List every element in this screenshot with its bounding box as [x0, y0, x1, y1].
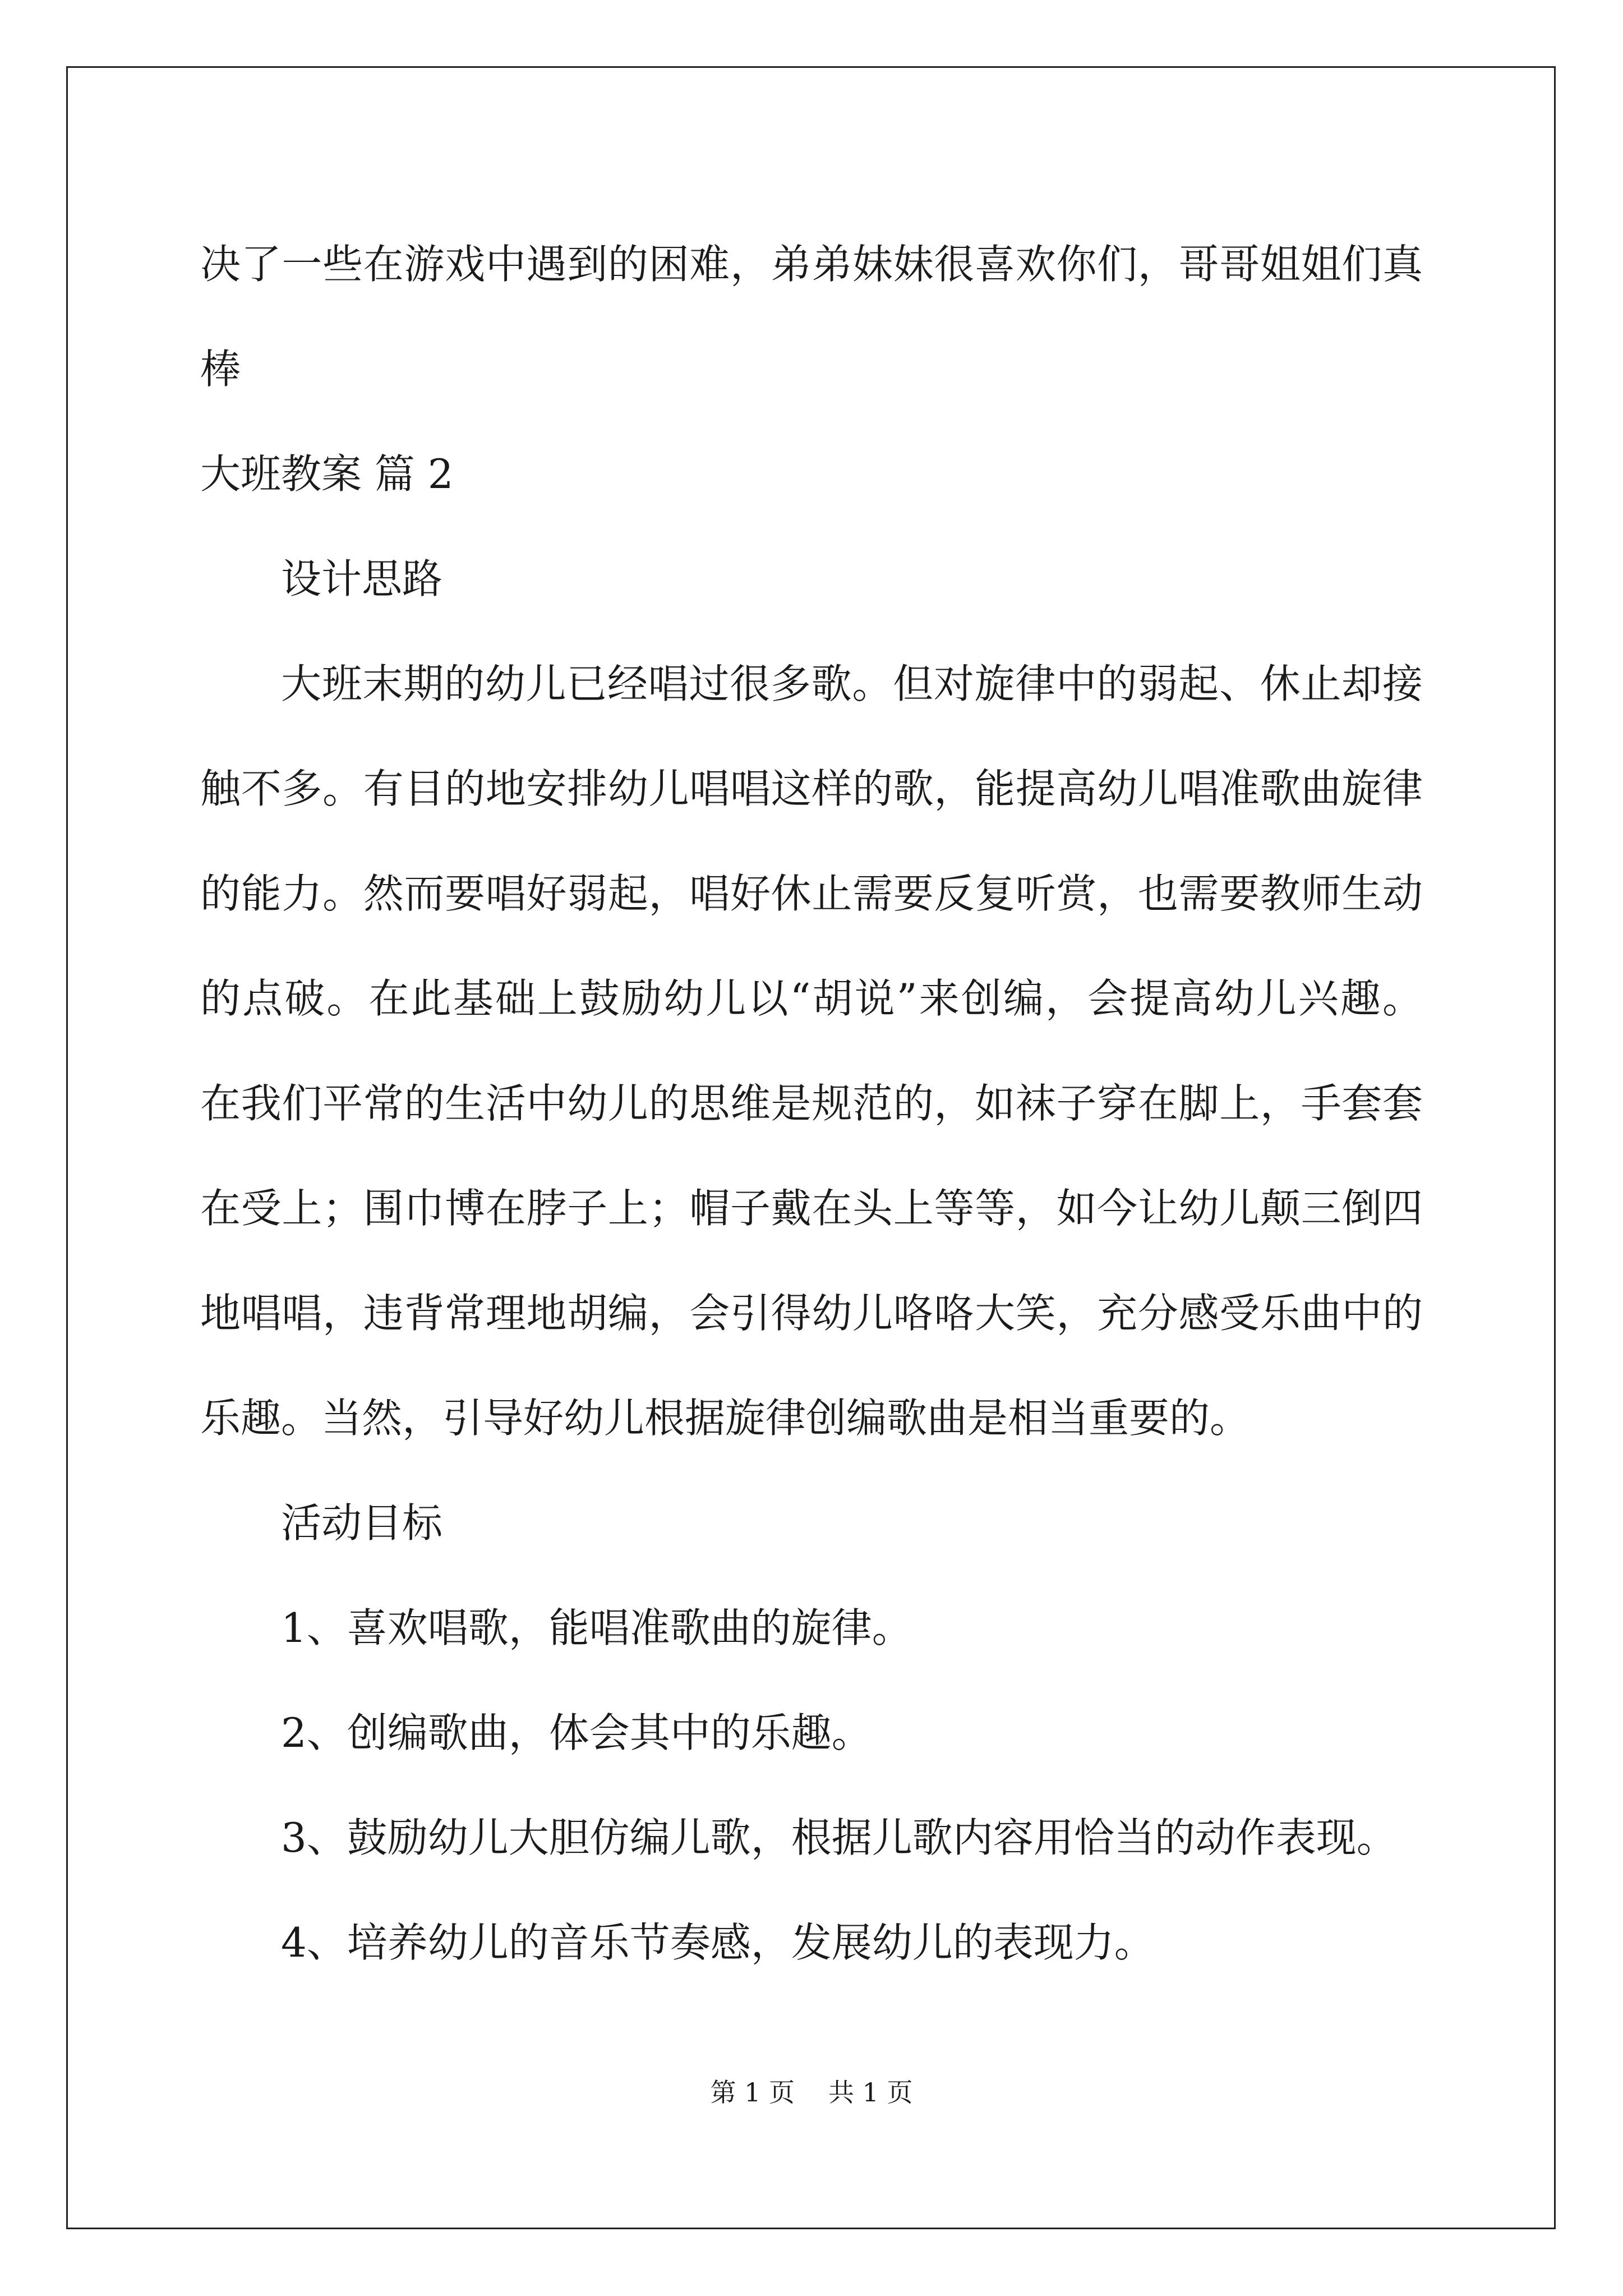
paragraph-line: 的点破。在此基础上鼓励幼儿以“胡说”来创编，会提高幼儿兴趣。 [200, 975, 1423, 1022]
goal-item: 2、创编歌曲，体会其中的乐趣。 [281, 1709, 872, 1756]
paragraph-line: 地唱唱，违背常理地胡编，会引得幼儿咯咯大笑，充分感受乐曲中的 [200, 1290, 1423, 1337]
paragraph-line: 棒 [200, 346, 241, 393]
goal-item: 4、培养幼儿的音乐节奏感，发展幼儿的表现力。 [281, 1919, 1155, 1966]
subheading-design-idea: 设计思路 [281, 555, 443, 602]
paragraph-line: 触不多。有目的地安排幼儿唱唱这样的歌，能提高幼儿唱准歌曲旋律 [200, 765, 1423, 812]
page-number-total: 共 1 页 [828, 2077, 913, 2108]
paragraph-line: 乐趣。当然，引导好幼儿根据旋律创编歌曲是相当重要的。 [200, 1395, 1251, 1442]
paragraph-line: 的能力。然而要唱好弱起，唱好休止需要反复听赏，也需要教师生动 [200, 870, 1423, 917]
document-body [200, 212, 1423, 1995]
goal-item: 3、鼓励幼儿大胆仿编儿歌，根据儿歌内容用恰当的动作表现。 [281, 1814, 1397, 1861]
goal-item: 1、喜欢唱歌，能唱准歌曲的旋律。 [281, 1604, 912, 1651]
paragraph-line: 大班末期的幼儿已经唱过很多歌。但对旋律中的弱起、休止却接 [281, 660, 1423, 707]
paragraph-line: 在受上；围巾博在脖子上；帽子戴在头上等等，如今让幼儿颠三倒四 [200, 1185, 1423, 1232]
page-number-current: 第 1 页 [710, 2077, 795, 2108]
paragraph-line: 在我们平常的生活中幼儿的思维是规范的，如袜子穿在脚上，手套套 [200, 1080, 1423, 1127]
paragraph-line: 决了一些在游戏中遇到的困难，弟弟妹妹很喜欢你们，哥哥姐姐们真 [200, 241, 1423, 288]
page-footer [0, 2072, 1623, 2109]
subheading-activity-goals: 活动目标 [281, 1499, 443, 1547]
section-heading: 大班教案 篇 2 [200, 450, 454, 498]
